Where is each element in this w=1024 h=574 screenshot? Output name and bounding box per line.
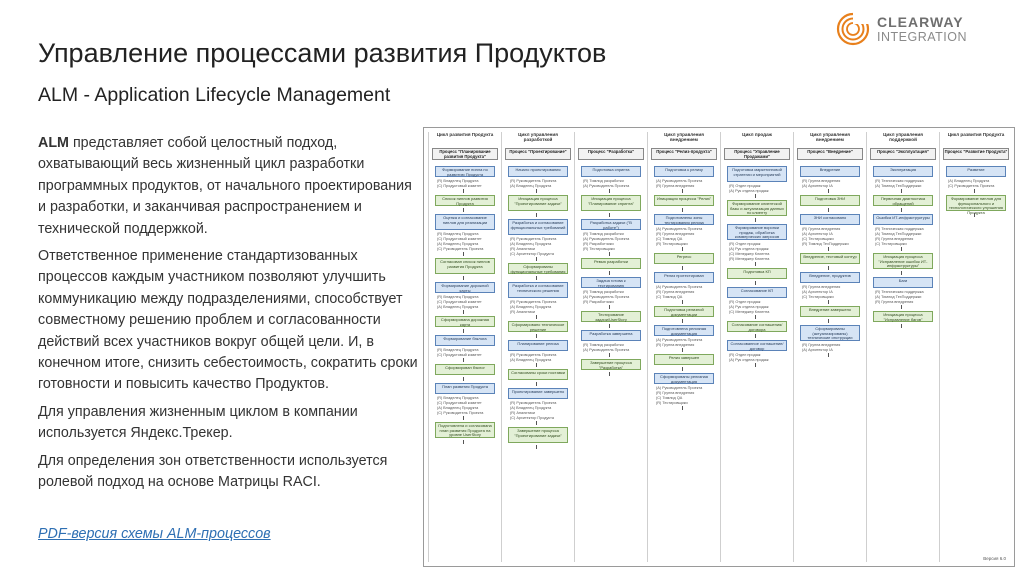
role-line: (A) Владелец Продукта bbox=[510, 358, 552, 362]
role-line: (A) Руководитель Проекта bbox=[656, 338, 703, 342]
role-line: (A) Владелец Продукта bbox=[510, 406, 552, 410]
role-line: (C) Тимлид QA bbox=[656, 396, 683, 400]
flow-arrow bbox=[755, 218, 756, 222]
diagram-column bbox=[501, 132, 574, 562]
process-step-box: Формирование дорожной карты bbox=[435, 282, 495, 293]
result-box: Формирование пиплов для функционального и технологического улучшения Продукта bbox=[946, 195, 1006, 211]
result-box: Сформировано техническое решение bbox=[508, 321, 568, 332]
result-box: Сформирован бэклог bbox=[435, 364, 495, 375]
process-label: Процесс "Внедрение" bbox=[797, 148, 863, 160]
flow-arrow bbox=[463, 252, 464, 256]
result-box: Подготовка ЗНИ bbox=[800, 195, 860, 206]
flow-arrow bbox=[463, 358, 464, 362]
role-line: (R) Разработчики bbox=[583, 242, 614, 246]
flow-arrow bbox=[974, 213, 975, 217]
logo-text-line2: INTEGRATION bbox=[877, 30, 967, 44]
flow-arrow bbox=[463, 208, 464, 212]
alm-process-diagram bbox=[423, 127, 1015, 567]
process-label: Процесс "Проектирование" bbox=[505, 148, 571, 160]
result-box: Формирование клиентской базы и актуализация данных по клиенту bbox=[727, 200, 787, 216]
process-step-box: Начало проектирования bbox=[508, 166, 568, 177]
alm-term: ALM bbox=[38, 135, 69, 151]
flow-arrow bbox=[463, 377, 464, 381]
flow-arrow bbox=[536, 189, 537, 193]
flow-arrow bbox=[755, 315, 756, 319]
description-text bbox=[38, 133, 418, 500]
result-box: Релиз завершен bbox=[654, 354, 714, 365]
role-line: (C) Руководитель Проекта bbox=[437, 411, 484, 415]
result-box: Сформирована дорожная карта bbox=[435, 316, 495, 327]
process-step-box: Подготовка спринта bbox=[581, 166, 641, 177]
process-label: Процесс "Планирование развития Продукта" bbox=[432, 148, 498, 160]
flow-arrow bbox=[901, 247, 902, 251]
result-box: Ревью разработки bbox=[581, 258, 641, 269]
paragraph-alm bbox=[38, 133, 418, 240]
result-box: Инициация процесса "Релиз" bbox=[654, 195, 714, 206]
cycle-label: Цикл развития Продукта bbox=[947, 132, 1005, 137]
role-line: (R) Группа внедрения bbox=[656, 343, 695, 347]
role-line: (A) Владелец Продукта bbox=[510, 184, 552, 188]
result-box: Внедрение, тестовый контур bbox=[800, 253, 860, 264]
process-label: Процесс "Развитие Продукта" bbox=[943, 148, 1009, 160]
pdf-scheme-link[interactable]: PDF-версия схемы ALM-процессов bbox=[38, 526, 271, 542]
diagram-version: Версия 6.0 bbox=[983, 556, 1006, 561]
role-line: (R) Группа внедрения bbox=[656, 232, 695, 236]
flow-arrow bbox=[755, 281, 756, 285]
role-line: (A) Владелец Продукта bbox=[510, 242, 552, 246]
cycle-label: Цикл управления разработкой bbox=[518, 132, 558, 142]
process-step-box: Внедрение bbox=[800, 166, 860, 177]
role-line: (C) Тимлид QA bbox=[656, 295, 683, 299]
role-line: (C) Тестировщики bbox=[875, 242, 907, 246]
flow-arrow bbox=[463, 440, 464, 444]
paragraph-raci: Для определения зон ответственности используется ролевой подход на основе Матрицы RACI. bbox=[38, 452, 388, 491]
process-label: Процесс "Разработка" bbox=[578, 148, 644, 160]
result-box: Первичная диагностика обращений bbox=[873, 195, 933, 206]
result-box: Инициация процесса "Исправление багов" bbox=[873, 311, 933, 322]
flow-arrow bbox=[682, 208, 683, 212]
flow-arrow bbox=[828, 247, 829, 251]
process-step-box: Баги bbox=[873, 277, 933, 288]
role-line: (C) Менеджер Клиента bbox=[729, 252, 770, 256]
role-line: (R) Группа внедрения bbox=[802, 285, 841, 289]
cycle-label: Цикл продаж bbox=[742, 132, 772, 137]
role-line: (C) Продуктовый комитет bbox=[437, 300, 482, 304]
flow-arrow bbox=[536, 257, 537, 261]
role-line: (R) Руководитель Проекта bbox=[510, 179, 557, 183]
process-step-box: Согласование КП bbox=[727, 287, 787, 298]
process-step-box: Подготовлены зоны тестирования релиза bbox=[654, 214, 714, 225]
flow-arrow bbox=[609, 252, 610, 256]
role-line: (A) Тимлид ТехПоддержки bbox=[875, 232, 922, 236]
role-line: (C) Архитектор Продукта bbox=[510, 416, 554, 420]
role-line: (R) Аналитики bbox=[510, 310, 536, 314]
role-line: (A) Руководитель Проекта bbox=[583, 184, 630, 188]
role-line: (R) Тестировщики bbox=[656, 242, 688, 246]
flow-arrow bbox=[828, 208, 829, 212]
flow-arrow bbox=[609, 271, 610, 275]
flow-arrow bbox=[755, 262, 756, 266]
flow-arrow bbox=[463, 276, 464, 280]
flow-arrow bbox=[755, 363, 756, 367]
logo-text-line1: CLEARWAY bbox=[877, 14, 964, 30]
flow-arrow bbox=[901, 305, 902, 309]
flow-arrow bbox=[609, 213, 610, 217]
result-box: Подготовка КП bbox=[727, 268, 787, 279]
result-box: Тестирование задачи/UserStory bbox=[581, 311, 641, 322]
flow-arrow bbox=[536, 213, 537, 217]
role-line: (A) Руководитель Проекта bbox=[583, 237, 630, 241]
process-step-box: Разработка и согласование технического решения bbox=[508, 282, 568, 298]
role-line: (A) Владелец Продукта bbox=[437, 305, 479, 309]
flow-arrow bbox=[609, 305, 610, 309]
role-line: (C) Продуктовый комитет bbox=[437, 237, 482, 241]
process-step-box: Внедрение, продуктив bbox=[800, 272, 860, 283]
role-line: (A) Руководитель Проекта bbox=[656, 285, 703, 289]
result-box: Инициация процесса "Исправление ошибок ИТ-инфраструктуры" bbox=[873, 253, 933, 269]
role-line: (A) Рук отдела продаж bbox=[729, 189, 769, 193]
flow-arrow bbox=[828, 266, 829, 270]
flow-arrow bbox=[536, 363, 537, 367]
role-line: (C) Тестировщики bbox=[802, 237, 834, 241]
flow-arrow bbox=[536, 382, 537, 386]
role-line: (A) Архитектор IA bbox=[802, 290, 833, 294]
flow-arrow bbox=[536, 421, 537, 425]
diagram-column bbox=[428, 132, 501, 562]
process-step-box: Формирование воронки продаж, обработка коммерческих запросов bbox=[727, 224, 787, 240]
diagram-column bbox=[720, 132, 793, 562]
role-line: (C) Продуктовый комитет bbox=[437, 184, 482, 188]
flow-arrow bbox=[536, 445, 537, 449]
process-step-box: Развитие bbox=[946, 166, 1006, 177]
process-label: Процесс "Эксплуатация" bbox=[870, 148, 936, 160]
role-line: (C) Тестировщики bbox=[802, 295, 834, 299]
process-step-box: Ошибка ИТ-инфраструктуры bbox=[873, 214, 933, 225]
flow-arrow bbox=[682, 247, 683, 251]
page-subtitle: ALM - Application Lifecycle Management bbox=[38, 84, 391, 106]
result-box: Подготовлена и согласована план развития Продукта на уровне UserStory bbox=[435, 422, 495, 438]
process-step-box: Разработка завершена bbox=[581, 330, 641, 341]
role-line: (A) Руководитель Проекта bbox=[656, 386, 703, 390]
role-line: (R) Тестировщики bbox=[583, 247, 615, 251]
role-line: (C) Продуктовый комитет bbox=[437, 401, 482, 405]
process-step-box: Разработка и согласование функциональных требований bbox=[508, 219, 568, 235]
clearway-logo-icon bbox=[836, 12, 870, 46]
role-line: (R) Менеджер Клиента bbox=[729, 257, 770, 261]
process-step-box: Эксплуатация bbox=[873, 166, 933, 177]
role-line: (R) Владелец Продукта bbox=[437, 179, 479, 183]
result-box: Согласование соглашения/договора bbox=[727, 321, 787, 332]
role-line: (R) Тимлид разработки bbox=[583, 343, 624, 347]
role-line: (R) Владелец Продукта bbox=[437, 232, 479, 236]
process-step-box: Подготовка к релизу bbox=[654, 166, 714, 177]
result-box: Внедрение завершено bbox=[800, 306, 860, 317]
cycle-label: Цикл управления внедрением bbox=[664, 132, 704, 142]
role-line: (C) Менеджер Клиента bbox=[729, 310, 770, 314]
role-line: (R) Группа внедрения bbox=[656, 184, 695, 188]
flow-arrow bbox=[536, 315, 537, 319]
role-line: (A) Архитектор IA bbox=[802, 184, 833, 188]
role-line: (R) Владелец Продукта bbox=[437, 295, 479, 299]
flow-arrow bbox=[755, 334, 756, 338]
flow-arrow bbox=[682, 189, 683, 193]
role-line: (A) Руководитель Проекта bbox=[656, 179, 703, 183]
role-line: (R) Тимлид разработки bbox=[583, 290, 624, 294]
process-step-box: Согласованное соглашение/договор bbox=[727, 340, 787, 351]
process-step-box: Проектирование завершено bbox=[508, 388, 568, 399]
process-label: Процесс "Релиз-продукта" bbox=[651, 148, 717, 160]
flow-arrow bbox=[682, 406, 683, 410]
role-line: (R) Владелец Продукта bbox=[437, 396, 479, 400]
role-line: (R) Разработчики bbox=[583, 300, 614, 304]
diagram-column bbox=[866, 132, 939, 562]
flow-arrow bbox=[682, 319, 683, 323]
diagram-column bbox=[647, 132, 720, 562]
process-step-box: Формирование бэклога bbox=[435, 335, 495, 346]
role-line: (A) Руководитель Проекта bbox=[583, 348, 630, 352]
process-step-box: Оценка и согласование пиплов для реализации bbox=[435, 214, 495, 230]
role-line: (A) Тимлид ТехПоддержки bbox=[875, 295, 922, 299]
result-box: Список пиплов развития Продукта bbox=[435, 195, 495, 206]
role-line: (R) Отдел продаж bbox=[729, 184, 761, 188]
flow-arrow bbox=[901, 271, 902, 275]
flow-arrow bbox=[463, 310, 464, 314]
flow-arrow bbox=[901, 324, 902, 328]
flow-arrow bbox=[901, 189, 902, 193]
process-step-box: План развития Продукта bbox=[435, 383, 495, 394]
process-label: Процесс "Управление Продажами" bbox=[724, 148, 790, 160]
cycle-label: Цикл управления внедрением bbox=[810, 132, 850, 142]
process-step-box: Сформированы релизная документация bbox=[654, 373, 714, 384]
process-step-box: Сформированы (актуализированы) технические инструкции bbox=[800, 325, 860, 341]
role-line: (C) Продуктовый комитет bbox=[437, 353, 482, 357]
role-line: (R) Группа внедрения bbox=[656, 391, 695, 395]
role-line: (R) Группа внедрения bbox=[875, 237, 914, 241]
role-line: (R) Техническая поддержка bbox=[875, 227, 924, 231]
result-box: Завершение процесса "Разработка" bbox=[581, 359, 641, 370]
role-line: (C) Тимлид QA bbox=[656, 237, 683, 241]
process-step-box: Подготовлена релизная документация bbox=[654, 325, 714, 336]
role-line: (R) Тимлид разработки bbox=[583, 232, 624, 236]
flow-arrow bbox=[682, 367, 683, 371]
role-line: (C) Руководитель Проекта bbox=[437, 247, 484, 251]
role-line: (R) Аналитики bbox=[510, 411, 536, 415]
role-line: (A) Руководитель Проекта bbox=[583, 295, 630, 299]
result-box: Регресс bbox=[654, 253, 714, 264]
role-line: (R) Руководитель Проекта bbox=[510, 237, 557, 241]
role-line: (R) Группа внедрения bbox=[802, 343, 841, 347]
flow-arrow bbox=[463, 416, 464, 420]
result-box: Инициация процесса "Планирование спринта" bbox=[581, 195, 641, 211]
process-step-box: Формирование пипла по развитию Продукта bbox=[435, 166, 495, 177]
role-line: (R) Тимлид ТехПоддержки bbox=[802, 242, 849, 246]
process-step-box: ЗНИ согласовано bbox=[800, 214, 860, 225]
diagram-column bbox=[574, 132, 647, 562]
role-line: (R) Руководитель Проекта bbox=[510, 401, 557, 405]
flow-arrow bbox=[828, 319, 829, 323]
result-box: Подготовка релизной документации bbox=[654, 306, 714, 317]
cycle-label: Цикл управления поддержкой bbox=[883, 132, 923, 142]
flow-arrow bbox=[828, 189, 829, 193]
diagram-column bbox=[793, 132, 866, 562]
role-line: (C) Руководитель Проекта bbox=[948, 184, 995, 188]
result-box: Сформированы функциональные требования bbox=[508, 263, 568, 274]
role-line: (R) Отдел продаж bbox=[729, 300, 761, 304]
flow-arrow bbox=[609, 189, 610, 193]
flow-arrow bbox=[755, 194, 756, 198]
cycle-label: Цикл развития Продукта bbox=[436, 132, 494, 137]
flow-arrow bbox=[828, 353, 829, 357]
diagram-column bbox=[939, 132, 1012, 562]
flow-arrow bbox=[536, 334, 537, 338]
process-step-box: Релиз протестирован bbox=[654, 272, 714, 283]
role-line: (A) Архитектор IA bbox=[802, 348, 833, 352]
role-line: (A) Рук отдела продаж bbox=[729, 305, 769, 309]
flow-arrow bbox=[463, 329, 464, 333]
role-line: (R) Отдел продаж bbox=[729, 353, 761, 357]
page-title: Управление процессами развития Продуктов bbox=[38, 38, 607, 68]
process-step-box: Задача готова к тестированию bbox=[581, 277, 641, 288]
role-line: (A) Рук отдела продаж bbox=[729, 247, 769, 251]
role-line: (R) Техническая поддержка bbox=[875, 290, 924, 294]
result-box: Согласован список пиплов развития Продукта bbox=[435, 258, 495, 274]
result-box: Согласованы сроки поставки bbox=[508, 369, 568, 380]
role-line: (C) Архитектор Продукта bbox=[510, 252, 554, 256]
paragraph-standards: Ответственное применение стандартизованных процессов каждым участником позволяют улучшить коммуникацию между подразделениями, способствует совместному решению проблем и согласованности действий всех участников вокруг общей цели. И, в конечном итоге, снизить себестоимость, сократить сроки готовности и повысить качество Продуктов. bbox=[38, 248, 418, 393]
flow-arrow bbox=[463, 189, 464, 193]
role-line: (A) Рук отдела продаж bbox=[729, 358, 769, 362]
result-box: Инициация процесса "Проектирование задачи" bbox=[508, 195, 568, 211]
role-line: (A) Тимлид ТехПоддержки bbox=[875, 184, 922, 188]
role-line: (R) Аналитики bbox=[510, 247, 536, 251]
clearway-logo bbox=[836, 12, 1016, 46]
role-line: (R) Владелец Продукта bbox=[437, 348, 479, 352]
flow-arrow bbox=[974, 189, 975, 193]
flow-arrow bbox=[682, 266, 683, 270]
role-line: (R) Группа внедрения bbox=[802, 227, 841, 231]
role-line: (R) Группа внедрения bbox=[656, 290, 695, 294]
flow-arrow bbox=[609, 353, 610, 357]
role-line: (R) Группа внедрения bbox=[875, 300, 914, 304]
role-line: (R) Тимлид разработки bbox=[583, 179, 624, 183]
role-line: (R) Тестировщики bbox=[656, 401, 688, 405]
flow-arrow bbox=[828, 300, 829, 304]
cycle-label bbox=[577, 132, 645, 146]
role-line: (A) Владелец Продукта bbox=[948, 179, 990, 183]
paragraph-alm-text: представляет собой целостный подход, охватывающий весь жизненный цикл разработки программных продуктов, от начального проектирования и разработки, и заканчивая распространением и технической поддержкой. bbox=[38, 135, 412, 237]
role-line: (R) Отдел продаж bbox=[729, 242, 761, 246]
process-step-box: Подготовка маркетинговой стратегии и мероприятий bbox=[727, 166, 787, 182]
flow-arrow bbox=[901, 208, 902, 212]
role-line: (R) Техническая поддержка bbox=[875, 179, 924, 183]
role-line: (A) Архитектор IA bbox=[802, 232, 833, 236]
role-line: (A) Руководитель Проекта bbox=[656, 227, 703, 231]
role-line: (A) Владелец Продукта bbox=[437, 406, 479, 410]
flow-arrow bbox=[682, 348, 683, 352]
flow-arrow bbox=[609, 324, 610, 328]
flow-arrow bbox=[536, 276, 537, 280]
role-line: (R) Руководитель Проекта bbox=[510, 300, 557, 304]
process-step-box: Разработка задачи ("В работе") bbox=[581, 219, 641, 230]
result-box: Завершение процесса "Проектирование задачи" bbox=[508, 427, 568, 443]
role-line: (R) Руководитель Проекта bbox=[510, 353, 557, 357]
role-line: (A) Владелец Продукта bbox=[510, 305, 552, 309]
flow-arrow bbox=[682, 300, 683, 304]
role-line: (R) Группа внедрения bbox=[802, 179, 841, 183]
flow-arrow bbox=[609, 372, 610, 376]
role-line: (A) Владелец Продукта bbox=[437, 242, 479, 246]
process-step-box: Планирование релиза bbox=[508, 340, 568, 351]
paragraph-tracker: Для управления жизненным циклом в компании используется Яндекс.Трекер. bbox=[38, 403, 358, 442]
